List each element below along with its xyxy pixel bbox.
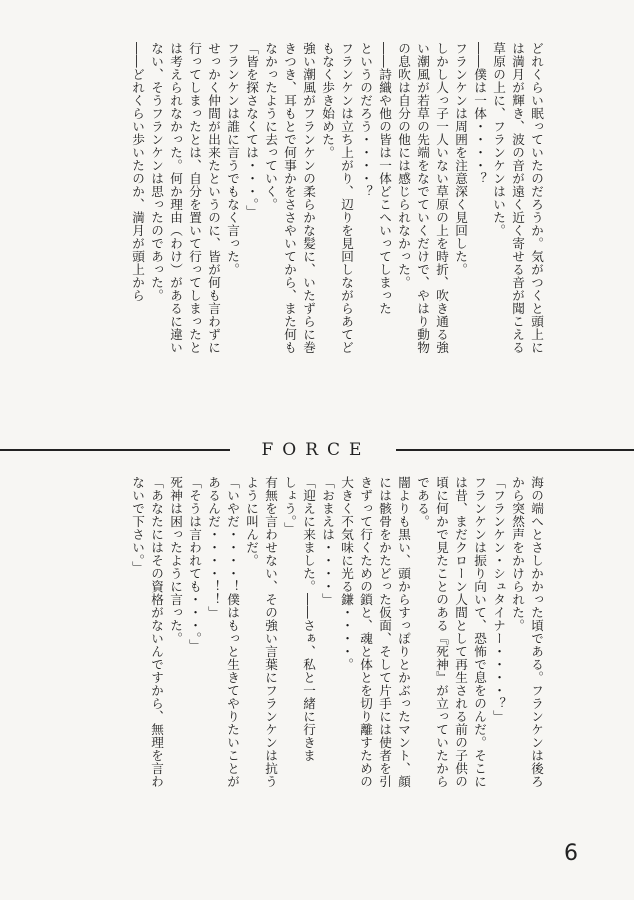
text-column: 闇よりも黒い、頭からすっぽりとかぶったマント、顔 — [396, 476, 411, 788]
text-column: フランケンは振り向いて、恐怖で息をのんだ。そこに — [472, 476, 487, 788]
text-column: い潮風が若草の先端をなでていくだけで、やはり動物 — [415, 42, 430, 354]
text-column: 草原の上に、フランケンはいた。 — [491, 42, 506, 237]
page-number: 6 — [564, 841, 578, 866]
text-column: もなく歩き始めた。 — [320, 42, 335, 159]
text-column: 「おまえは・・・・」 — [320, 476, 335, 606]
upper-text-block — [128, 42, 546, 404]
text-column: には骸骨をかたどった仮面、そして片手には使者を引 — [377, 476, 392, 788]
text-column: は考えられなかった。何か理由（わけ）があるに違い — [168, 42, 183, 354]
section-title: FORCE — [261, 440, 371, 460]
text-column: 海の端へとさしかかった頃である。フランケンは後ろ — [529, 476, 544, 788]
text-column: は昔、まだクローン人間として再生される前の子供の — [453, 476, 468, 788]
text-column: ――僕は一体・・・・？ — [472, 42, 487, 185]
text-column: フランケンは立ち上がり、辺りを見回しながらあてど — [339, 42, 354, 354]
text-column: ――詩織や他の皆は一体どこへいってしまった — [377, 42, 392, 315]
text-column: なかったように去っていく。 — [263, 42, 278, 211]
text-column: 「フランケン・シュタイナー・・・・？」 — [491, 476, 506, 723]
text-column: せっかく仲間が出来たというのに、皆が何も言わずに — [206, 42, 221, 354]
divider-rule-right — [396, 449, 634, 451]
text-column: 頃に何かで見たことのある『死神』が立っていたから — [434, 476, 449, 788]
text-column: 「そうは言われても・・・。」 — [187, 476, 202, 652]
text-column: 死神は困ったように言った。 — [168, 476, 183, 645]
lower-text-block — [128, 476, 546, 838]
text-column: フランケンは誰に言うでもなく言った。 — [225, 42, 240, 276]
text-column: 「あなたにはその資格がないんですから、無理を言わ — [149, 476, 164, 788]
text-column: というのだろう・・・・？ — [358, 42, 373, 198]
text-column: から突然声をかけられた。 — [510, 476, 525, 632]
text-column: 行ってしまったとは、自分を置いて行ってしまったと — [187, 42, 202, 354]
text-column: ように叫んだ。 — [244, 476, 259, 567]
text-column: フランケンは周囲を注意深く見回した。 — [453, 42, 468, 276]
divider-rule-left — [0, 449, 230, 451]
section-divider — [0, 440, 634, 460]
text-column: である。 — [415, 476, 430, 528]
text-column: ――どれくらい歩いたのか、満月が頭上から — [130, 42, 145, 302]
text-column: 「いやだ・・・・！僕はもっと生きてやりたいことが — [225, 476, 240, 788]
text-column: は満月が輝き、波の音が遠く近く寄せる音が聞こえる — [510, 42, 525, 354]
text-column: あるんだ・・・・！！」 — [206, 476, 221, 619]
text-column: 有無を言わせない、その強い言葉にフランケンは抗う — [263, 476, 278, 788]
text-column: しかし人っ子一人いない草原の上を時折、吹き通る強 — [434, 42, 449, 354]
text-column: しょう。」 — [282, 476, 297, 535]
text-column: 大きく不気味に光る鎌・・・・。 — [339, 476, 354, 671]
text-column: どれくらい眠っていたのだろうか。気がつくと頭上に — [529, 42, 544, 354]
text-column: ないで下さい。」 — [130, 476, 145, 574]
text-column: ない、そうフランケンは思ったのであった。 — [149, 42, 164, 302]
text-column: 強い潮風がフランケンの柔らかな髪に、いたずらに巻 — [301, 42, 316, 354]
text-column: 「迎えに来ました。――さぁ、私と一緒に行きま — [301, 476, 316, 762]
text-column: きつき、耳もとで何事かをささやいてから、また何も — [282, 42, 297, 354]
text-column: 「皆を探さなくては・・・。」 — [244, 42, 259, 218]
text-column: きずって行くための鎖と、魂と体とを切り離すための — [358, 476, 373, 788]
text-column: の息吹は自分の他には感じられなかった。 — [396, 42, 411, 289]
